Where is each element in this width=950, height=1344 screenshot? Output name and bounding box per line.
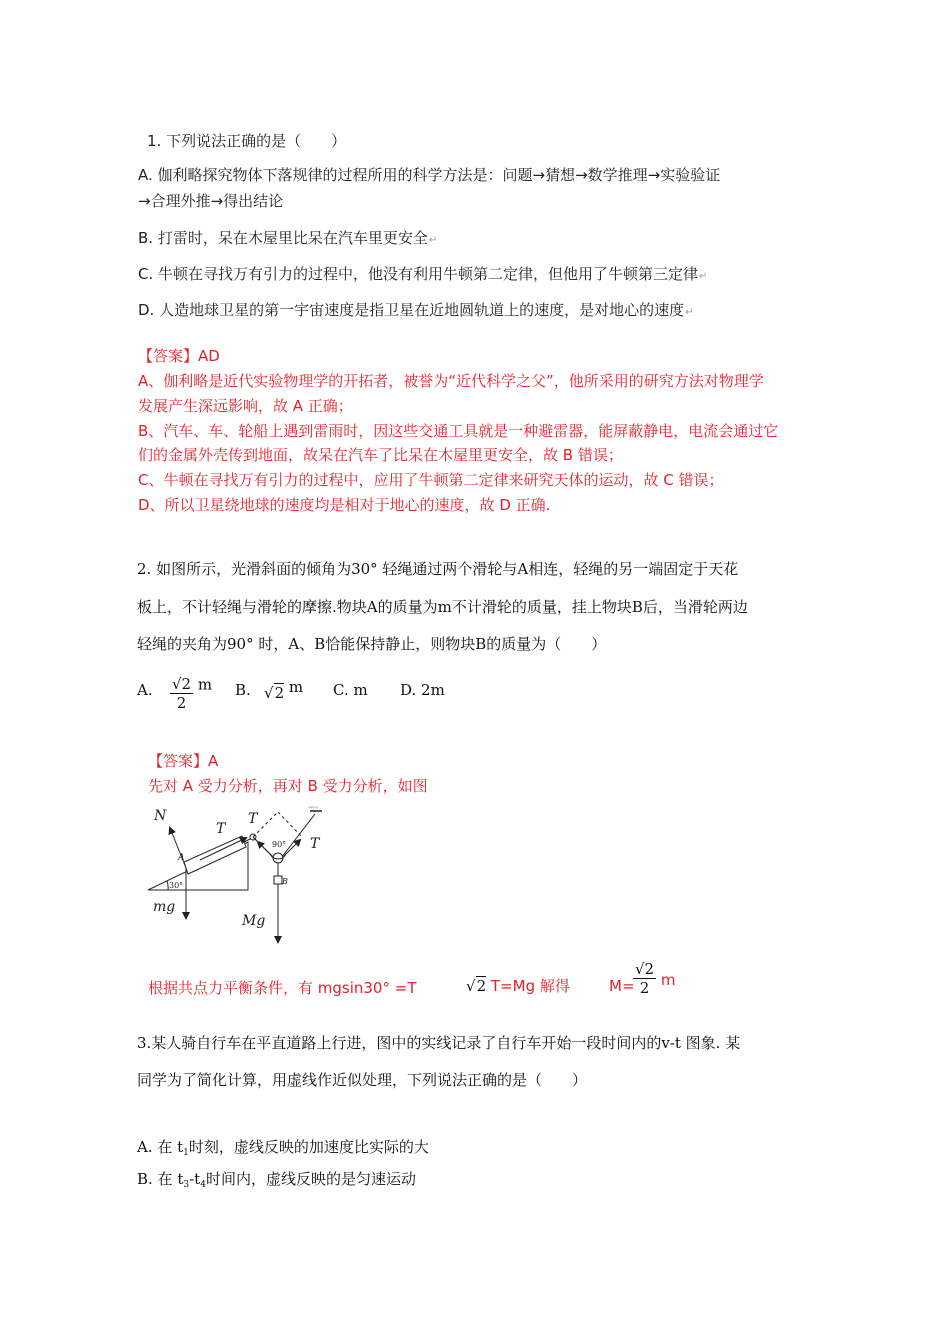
q2-option-a-fraction [170, 675, 193, 712]
q1-answer: 【答案】AD [138, 347, 220, 365]
fraction-numerator: √2 [635, 960, 655, 978]
q2-option-b-unit: m [288, 678, 304, 696]
label-t: T [310, 836, 320, 852]
q2-equation-m: m [660, 971, 676, 989]
q1-explanation-line: A、伽利略是近代实验物理学的开拓者，被誉为“近代科学之父”，他所采用的研究方法对物理学 [138, 372, 764, 390]
q1-option-b [138, 227, 437, 248]
q3-option-b [137, 1168, 416, 1190]
label-b: B [282, 877, 288, 886]
q3-option-b-text-rest: 时间内，虚线反映的是匀速运动 [205, 1170, 416, 1188]
q2-equation-m-label: M= [609, 977, 635, 995]
paragraph-mark-icon: ↵ [685, 307, 694, 318]
subscript: 4 [200, 1180, 206, 1190]
label-ceiling: ceiling [308, 805, 318, 809]
block-b [274, 876, 282, 884]
paragraph-mark-icon: ↵ [699, 271, 708, 282]
q1-explanation-line: 们的金属外壳传到地面，故呆在汽车了比呆在木屋里更安全，故 B 错误； [138, 446, 623, 464]
label-angle-90: 90° [272, 840, 287, 849]
angle-arc [167, 881, 168, 890]
q3-stem-line1: 3.某人骑自行车在平直道路上行进，图中的实线记录了自行车开始一段时间内的v-t 图象. 某 [137, 1034, 741, 1052]
q2-option-c: C. m [333, 681, 368, 699]
q1-explanation-line: 发展产生深远影响，故 A 正确； [138, 397, 353, 415]
paragraph-mark-icon: ↵ [428, 235, 438, 246]
label-t: T [248, 811, 258, 827]
q2-equation-part1: 根据共点力平衡条件，有 mgsin30° =T [148, 979, 417, 997]
fraction-denominator: 2 [639, 979, 650, 997]
q2-stem-line1: 2. 如图所示，光滑斜面的倾角为30° 轻绳通过两个滑轮与A相连，轻绳的另一端固定于天花 [137, 560, 739, 578]
label-angle-30: 30° [169, 881, 184, 890]
q1-option-c-text: C. 牛顿在寻找万有引力的过程中，他没有利用牛顿第二定律，但他用了牛顿第三定律 [138, 265, 699, 283]
q1-option-a-cont: →合理外推→得出结论 [138, 192, 284, 210]
q1-explanation-line: D、所以卫星绕地球的速度均是相对于地心的速度，故 D 正确. [138, 496, 551, 514]
q2-option-b-value [264, 678, 304, 702]
label-n: N [154, 808, 167, 824]
q2-equation-fraction [633, 960, 676, 997]
q2-answer: 【答案】A [148, 752, 219, 770]
sqrt-radicand: 2 [476, 977, 487, 995]
fraction-numerator: √2 [172, 675, 192, 693]
q2-option-a-unit: m [197, 675, 213, 694]
q1-explanation-line: B、汽车、车、轮船上遇到雷雨时，因这些交通工具就是一种避雷器，能屏蔽静电，电流会通过它 [138, 422, 779, 440]
label-a: A [178, 853, 185, 863]
q1-option-c [138, 263, 707, 284]
q2-explanation-intro: 先对 A 受力分析，再对 B 受力分析，如图 [148, 777, 428, 795]
q2-option-d: D. 2m [400, 681, 445, 699]
fraction-denominator: 2 [176, 694, 187, 712]
force-diagram [140, 800, 340, 950]
q3-option-a [137, 1136, 429, 1158]
sqrt-sign: √2 [264, 684, 285, 702]
q1-stem: 1. 下列说法正确的是（ ） [147, 132, 347, 150]
label-big-mg: Mg [242, 913, 266, 929]
q3-option-b-text: B. 在 t [137, 1170, 184, 1188]
dashed-rope [278, 812, 302, 837]
q2-equation-part2 [466, 975, 570, 996]
q2-stem-line2: 板上，不计轻绳与滑轮的摩擦.物块A的质量为m不计滑轮的质量，挂上物块B后，当滑轮两边 [137, 598, 748, 616]
label-mg: mg [153, 899, 176, 915]
q1-option-d-text: D. 人造地球卫星的第一宇宙速度是指卫星在近地圆轨道上的速度，是对地心的速度 [138, 301, 685, 319]
block-a [184, 836, 246, 874]
q2-option-b-label: B. [235, 681, 251, 699]
fraction [633, 960, 656, 997]
q3-option-a-text-rest: 时刻，虚线反映的加速度比实际的大 [188, 1138, 429, 1156]
q3-stem-line2: 同学为了简化计算，用虚线作近似处理，下列说法正确的是（ ） [137, 1071, 588, 1089]
q2-option-a-label: A. [137, 681, 153, 699]
label-t: T [216, 821, 226, 837]
q2-equation-text: T=Mg 解得 [490, 977, 570, 995]
q1-option-a: A. 伽利略探究物体下落规律的过程所用的科学方法是：问题→猜想→数学推理→实验验证 [138, 166, 721, 184]
subscript: 1 [183, 1148, 189, 1158]
q1-option-b-text: B. 打雷时，呆在木屋里比呆在汽车里更安全 [138, 229, 428, 247]
q1-explanation-line: C、牛顿在寻找万有引力的过程中，应用了牛顿第二定律来研究天体的运动，故 C 错误； [138, 471, 724, 489]
q1-option-d [138, 299, 693, 320]
q3-option-a-text: A. 在 t [137, 1138, 184, 1156]
q2-option-a-value [170, 675, 212, 712]
q3-option-b-dash: -t [189, 1170, 201, 1188]
sqrt-sign: √2 [466, 977, 487, 995]
subscript: 3 [183, 1180, 190, 1190]
sqrt-radicand: 2 [274, 684, 285, 702]
q2-stem-line3: 轻绳的夹角为90° 时，A、B恰能保持静止，则物块B的质量为（ ） [137, 635, 607, 653]
